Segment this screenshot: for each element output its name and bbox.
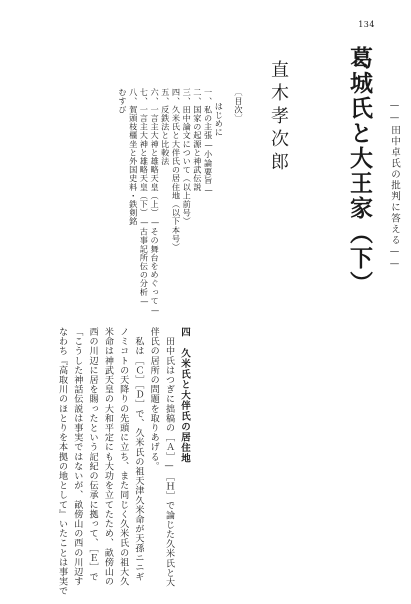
toc-item: はじめに [214, 102, 225, 137]
body-line: 米命は神武天皇の大和平定にも大功を立てたため、畝傍山の [102, 327, 113, 587]
toc-heading: 〔目次〕 [234, 88, 244, 123]
section-heading: 四 久米氏と大伴氏の居住地 [179, 327, 190, 464]
toc-item: 八、賀頭枝橿坐と外国史料・鉄剣銘 [128, 88, 139, 226]
body-line: 伴氏の居所の問題を取りあげる。 [148, 327, 159, 471]
article-subtitle: ——田中卓氏の批判に答える—— [389, 100, 400, 271]
toc-item: 二、国家の起源と神武伝説 [192, 88, 203, 192]
toc-item: 七、一言主大神と雄略天皇（下）—古事記所伝の分析— [139, 88, 150, 307]
toc-item: 一、私の主張—小論要旨— [203, 88, 214, 195]
body-line: ノミコトの天降りの先頭に立ち、また同じく久米氏の祖大久 [118, 327, 129, 587]
body-line: なわち『高取川のほとりを本拠の地として』いたことは事実で [57, 327, 68, 596]
toc-item: 三、田中論文について（以上前号） [182, 88, 193, 226]
toc-item: 五、反鉄法と比較法 [160, 88, 171, 166]
toc-item: 四、久米氏と大伴氏の居住地（以下本号） [171, 88, 182, 252]
body-line: 田中氏はつぎに拙稿の［Ａ］—［Ｈ］で論じた久米氏と大 [164, 327, 174, 588]
table-of-contents [119, 88, 243, 315]
section-body [57, 327, 173, 596]
body-line: 西の川辺に居を賜ったという記紀の伝承に拠って、［Ｅ］で [87, 327, 98, 582]
author-name: 直木孝次郎 [268, 60, 289, 175]
page-number: 134 [358, 20, 375, 29]
toc-item: 六、一言主大神と雄略天皇（上）—その舞台をめぐって— [150, 88, 161, 316]
body-line: 私は［Ｃ］［Ｄ］で、久米氏の祖天津久米命が天孫ニニギ [133, 327, 144, 582]
toc-item: むすび [117, 88, 128, 114]
article-title: 葛城氏と大王家（下） [346, 46, 373, 296]
body-line: 「こうした神話伝説は事実ではないが、畝傍山の西の川辺す [72, 327, 83, 587]
